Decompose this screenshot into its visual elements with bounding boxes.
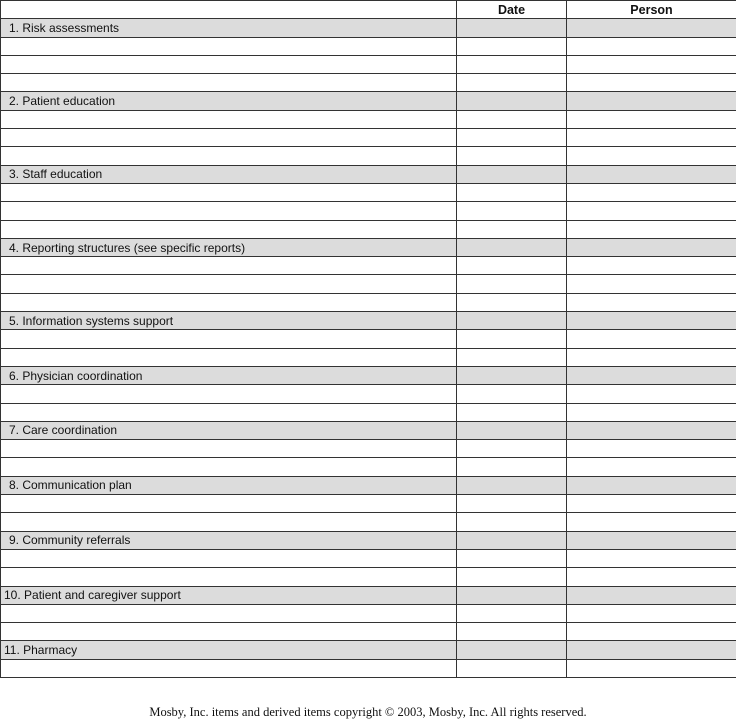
entry-date-cell[interactable] — [457, 458, 567, 476]
section-person-cell[interactable] — [567, 165, 736, 183]
entry-person-cell[interactable] — [567, 513, 736, 531]
entry-person-cell[interactable] — [567, 604, 736, 622]
entry-person-cell[interactable] — [567, 623, 736, 641]
entry-description-cell[interactable] — [1, 202, 457, 220]
entry-description-cell[interactable] — [1, 403, 457, 421]
entry-person-cell[interactable] — [567, 330, 736, 348]
section-label: 10. Patient and caregiver support — [1, 586, 457, 604]
entry-description-cell[interactable] — [1, 330, 457, 348]
entry-person-cell[interactable] — [567, 440, 736, 458]
entry-person-cell[interactable] — [567, 110, 736, 128]
entry-person-cell[interactable] — [567, 275, 736, 293]
section-row — [1, 421, 736, 439]
entry-date-cell[interactable] — [457, 257, 567, 275]
section-person-cell[interactable] — [567, 312, 736, 330]
section-label: 11. Pharmacy — [1, 641, 457, 659]
section-person-cell[interactable] — [567, 586, 736, 604]
entry-person-cell[interactable] — [567, 659, 736, 677]
section-date-cell[interactable] — [457, 421, 567, 439]
section-row — [1, 366, 736, 384]
entry-description-cell[interactable] — [1, 604, 457, 622]
entry-description-cell[interactable] — [1, 568, 457, 586]
entry-date-cell[interactable] — [457, 202, 567, 220]
entry-person-cell[interactable] — [567, 568, 736, 586]
section-date-cell[interactable] — [457, 586, 567, 604]
entry-description-cell[interactable] — [1, 659, 457, 677]
entry-person-cell[interactable] — [567, 37, 736, 55]
entry-person-cell[interactable] — [567, 403, 736, 421]
entry-row — [1, 257, 736, 275]
entry-date-cell[interactable] — [457, 220, 567, 238]
section-row — [1, 92, 736, 110]
entry-person-cell[interactable] — [567, 129, 736, 147]
section-date-cell[interactable] — [457, 641, 567, 659]
section-label: 9. Community referrals — [1, 531, 457, 549]
entry-description-cell[interactable] — [1, 275, 457, 293]
entry-description-cell[interactable] — [1, 293, 457, 311]
entry-date-cell[interactable] — [457, 348, 567, 366]
section-date-cell[interactable] — [457, 531, 567, 549]
entry-row — [1, 495, 736, 513]
entry-row — [1, 55, 736, 73]
entry-row — [1, 202, 736, 220]
entry-description-cell[interactable] — [1, 55, 457, 73]
entry-description-cell[interactable] — [1, 348, 457, 366]
entry-date-cell[interactable] — [457, 623, 567, 641]
entry-person-cell[interactable] — [567, 202, 736, 220]
entry-person-cell[interactable] — [567, 183, 736, 201]
entry-date-cell[interactable] — [457, 110, 567, 128]
entry-description-cell[interactable] — [1, 220, 457, 238]
entry-row — [1, 348, 736, 366]
section-row — [1, 312, 736, 330]
entry-row — [1, 110, 736, 128]
entry-date-cell[interactable] — [457, 293, 567, 311]
section-row — [1, 641, 736, 659]
entry-person-cell[interactable] — [567, 74, 736, 92]
entry-row — [1, 403, 736, 421]
entry-row — [1, 220, 736, 238]
entry-row — [1, 385, 736, 403]
entry-date-cell[interactable] — [457, 183, 567, 201]
section-person-cell[interactable] — [567, 531, 736, 549]
section-row — [1, 531, 736, 549]
section-person-cell[interactable] — [567, 238, 736, 256]
entry-row — [1, 659, 736, 677]
entry-description-cell[interactable] — [1, 549, 457, 567]
entry-person-cell[interactable] — [567, 293, 736, 311]
entry-description-cell[interactable] — [1, 257, 457, 275]
entry-person-cell[interactable] — [567, 385, 736, 403]
entry-description-cell[interactable] — [1, 385, 457, 403]
entry-row — [1, 604, 736, 622]
section-date-cell[interactable] — [457, 19, 567, 37]
copyright-notice: Mosby, Inc. items and derived items copyright © 2003, Mosby, Inc. All rights reserved. — [149, 705, 587, 719]
entry-person-cell[interactable] — [567, 495, 736, 513]
entry-description-cell[interactable] — [1, 183, 457, 201]
entry-date-cell[interactable] — [457, 549, 567, 567]
section-date-cell[interactable] — [457, 476, 567, 494]
entry-date-cell[interactable] — [457, 129, 567, 147]
entry-row — [1, 147, 736, 165]
section-person-cell[interactable] — [567, 641, 736, 659]
entry-row — [1, 37, 736, 55]
entry-person-cell[interactable] — [567, 220, 736, 238]
description-header — [1, 1, 457, 19]
section-label: 2. Patient education — [1, 92, 457, 110]
entry-row — [1, 129, 736, 147]
entry-description-cell[interactable] — [1, 495, 457, 513]
entry-description-cell[interactable] — [1, 458, 457, 476]
entry-row — [1, 440, 736, 458]
section-date-cell[interactable] — [457, 312, 567, 330]
section-person-cell[interactable] — [567, 92, 736, 110]
entry-row — [1, 275, 736, 293]
entry-description-cell[interactable] — [1, 623, 457, 641]
entry-description-cell[interactable] — [1, 129, 457, 147]
person-header: Person — [567, 1, 736, 19]
entry-person-cell[interactable] — [567, 55, 736, 73]
section-person-cell[interactable] — [567, 476, 736, 494]
entry-date-cell[interactable] — [457, 568, 567, 586]
entry-person-cell[interactable] — [567, 348, 736, 366]
entry-date-cell[interactable] — [457, 385, 567, 403]
entry-date-cell[interactable] — [457, 330, 567, 348]
entry-person-cell[interactable] — [567, 549, 736, 567]
section-label: 3. Staff education — [1, 165, 457, 183]
entry-description-cell[interactable] — [1, 440, 457, 458]
entry-date-cell[interactable] — [457, 275, 567, 293]
entry-row — [1, 549, 736, 567]
entry-date-cell[interactable] — [457, 659, 567, 677]
section-label: 4. Reporting structures (see specific reports) — [1, 238, 457, 256]
section-label: 5. Information systems support — [1, 312, 457, 330]
entry-row — [1, 623, 736, 641]
entry-date-cell[interactable] — [457, 147, 567, 165]
entry-row — [1, 74, 736, 92]
section-date-cell[interactable] — [457, 92, 567, 110]
entry-description-cell[interactable] — [1, 37, 457, 55]
section-person-cell[interactable] — [567, 366, 736, 384]
date-header: Date — [457, 1, 567, 19]
entry-person-cell[interactable] — [567, 147, 736, 165]
entry-person-cell[interactable] — [567, 257, 736, 275]
section-date-cell[interactable] — [457, 238, 567, 256]
section-date-cell[interactable] — [457, 165, 567, 183]
section-person-cell[interactable] — [567, 421, 736, 439]
section-row — [1, 586, 736, 604]
section-label: 6. Physician coordination — [1, 366, 457, 384]
entry-date-cell[interactable] — [457, 440, 567, 458]
entry-row — [1, 183, 736, 201]
section-row — [1, 165, 736, 183]
entry-row — [1, 458, 736, 476]
entry-description-cell[interactable] — [1, 147, 457, 165]
section-label: 1. Risk assessments — [1, 19, 457, 37]
entry-description-cell[interactable] — [1, 513, 457, 531]
entry-date-cell[interactable] — [457, 604, 567, 622]
header-row — [1, 1, 736, 19]
entry-date-cell[interactable] — [457, 495, 567, 513]
entry-row — [1, 330, 736, 348]
entry-description-cell[interactable] — [1, 74, 457, 92]
entry-date-cell[interactable] — [457, 513, 567, 531]
entry-date-cell[interactable] — [457, 37, 567, 55]
section-row — [1, 238, 736, 256]
entry-row — [1, 293, 736, 311]
section-row — [1, 19, 736, 37]
entry-date-cell[interactable] — [457, 403, 567, 421]
section-label: 8. Communication plan — [1, 476, 457, 494]
entry-date-cell[interactable] — [457, 55, 567, 73]
entry-date-cell[interactable] — [457, 74, 567, 92]
section-row — [1, 476, 736, 494]
entry-row — [1, 568, 736, 586]
entry-row — [1, 513, 736, 531]
table-body — [1, 19, 736, 678]
entry-person-cell[interactable] — [567, 458, 736, 476]
section-person-cell[interactable] — [567, 19, 736, 37]
section-date-cell[interactable] — [457, 366, 567, 384]
section-label: 7. Care coordination — [1, 421, 457, 439]
entry-description-cell[interactable] — [1, 110, 457, 128]
